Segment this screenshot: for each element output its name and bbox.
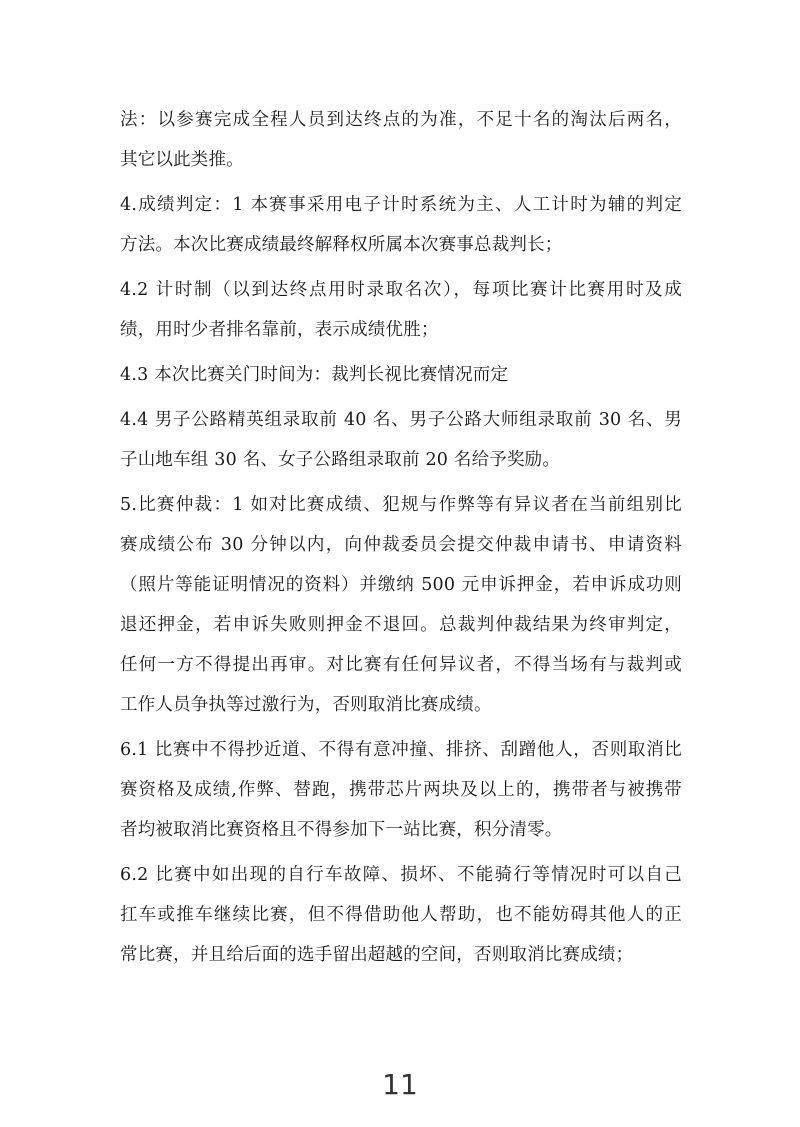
- text-line: 6.1 比赛中不得抄近道、不得有意冲撞、排挤、刮蹭他人，否则取消比: [120, 740, 682, 760]
- text-line: 子山地车组 30 名、女子公路组录取前 20 名给予奖励。: [120, 450, 561, 470]
- body-text: [120, 100, 682, 975]
- page-number: 11: [382, 1068, 418, 1101]
- text-line: 其它以此类推。: [120, 150, 244, 170]
- text-line: 赛资格及成绩,作弊、替跑，携带芯片两块及以上的，携带者与被携带: [120, 780, 682, 800]
- text-line: 方法。本次比赛成绩最终解释权所属本次赛事总裁判长；: [120, 235, 563, 255]
- text-line: 4.2 计时制（以到达终点用时录取名次），每项比赛计比赛用时及成: [120, 280, 682, 300]
- text-line: 任何一方不得提出再审。对比赛有任何异议者，不得当场有与裁判或: [120, 655, 682, 675]
- text-line: 退还押金，若申诉失败则押金不退回。总裁判仲裁结果为终审判定，: [120, 615, 682, 635]
- text-line: 4.3 本次比赛关门时间为：裁判长视比赛情况而定: [120, 365, 509, 385]
- text-line: 4.4 男子公路精英组录取前 40 名、男子公路大师组录取前 30 名、男: [120, 410, 682, 430]
- text-line: 4.成绩判定：1 本赛事采用电子计时系统为主、人工计时为辅的判定: [120, 195, 682, 215]
- text-line: 法：以参赛完成全程人员到达终点的为准，不足十名的淘汰后两名，: [120, 110, 682, 130]
- text-line: 者均被取消比赛资格且不得参加下一站比赛，积分清零。: [120, 820, 563, 840]
- text-line: 5.比赛仲裁：1 如对比赛成绩、犯规与作弊等有异议者在当前组别比: [120, 495, 682, 515]
- text-line: 绩，用时少者排名靠前，表示成绩优胜；: [120, 320, 439, 340]
- text-line: 赛成绩公布 30 分钟以内，向仲裁委员会提交仲裁申请书、申请资料: [120, 535, 682, 555]
- text-line: （照片等能证明情况的资料）并缴纳 500 元申诉押金，若申诉成功则: [120, 575, 682, 595]
- text-line: 常比赛，并且给后面的选手留出超越的空间，否则取消比赛成绩；: [120, 945, 634, 965]
- text-line: 工作人员争执等过激行为，否则取消比赛成绩。: [120, 695, 492, 715]
- text-line: 6.2 比赛中如出现的自行车故障、损坏、不能骑行等情况时可以自己: [120, 865, 682, 885]
- text-line: 扛车或推车继续比赛，但不得借助他人帮助，也不能妨碍其他人的正: [120, 905, 682, 925]
